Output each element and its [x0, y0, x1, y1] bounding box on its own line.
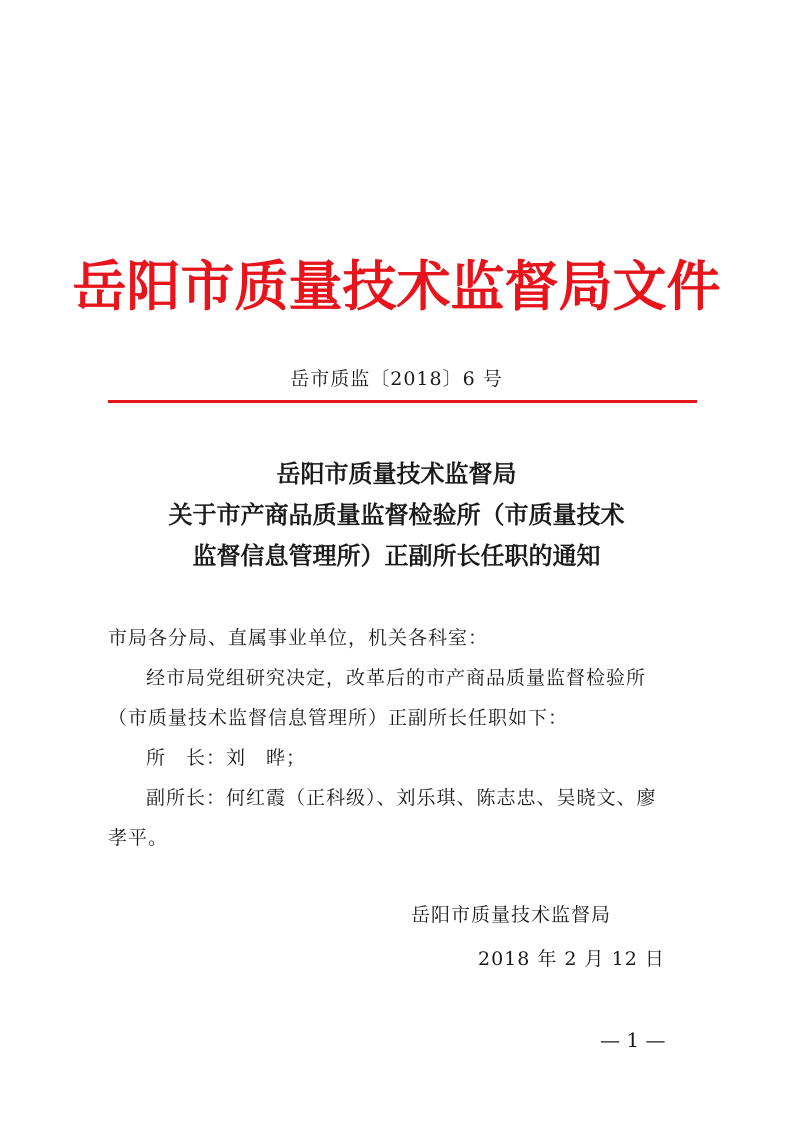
paragraph-1-line-1: 经市局党组研究决定，改革后的市产商品质量监督检验所: [146, 667, 647, 689]
director-line: 所 长：刘 晔；: [146, 747, 307, 769]
signature-organization: 岳阳市质量技术监督局: [411, 904, 612, 926]
salutation: 市局各分局、直属事业单位，机关各科室：: [108, 627, 489, 649]
header-divider: [108, 400, 697, 403]
notice-title-line-2: 关于市产商品质量监督检验所（市质量技术: [168, 500, 625, 529]
document-number: 岳市质监〔2018〕6 号: [290, 368, 503, 390]
notice-title-line-3: 监督信息管理所）正副所长任职的通知: [192, 541, 601, 570]
notice-title-line-1: 岳阳市质量技术监督局: [276, 459, 517, 488]
notice-title: [0, 453, 793, 576]
deputy-line-2: 孝平。: [108, 827, 169, 849]
signature-date: 2018 年 2 月 12 日: [478, 948, 665, 970]
paragraph-1-line-2: （市质量技术监督信息管理所）正副所长任职如下：: [108, 707, 569, 729]
document-header-title: 岳阳市质量技术监督局文件: [72, 254, 721, 318]
page-number: — 1 —: [600, 1028, 666, 1052]
deputy-line-1: 副所长：何红霞（正科级）、刘乐琪、陈志忠、吴晓文、廖: [146, 787, 657, 809]
notice-body: [108, 618, 698, 858]
